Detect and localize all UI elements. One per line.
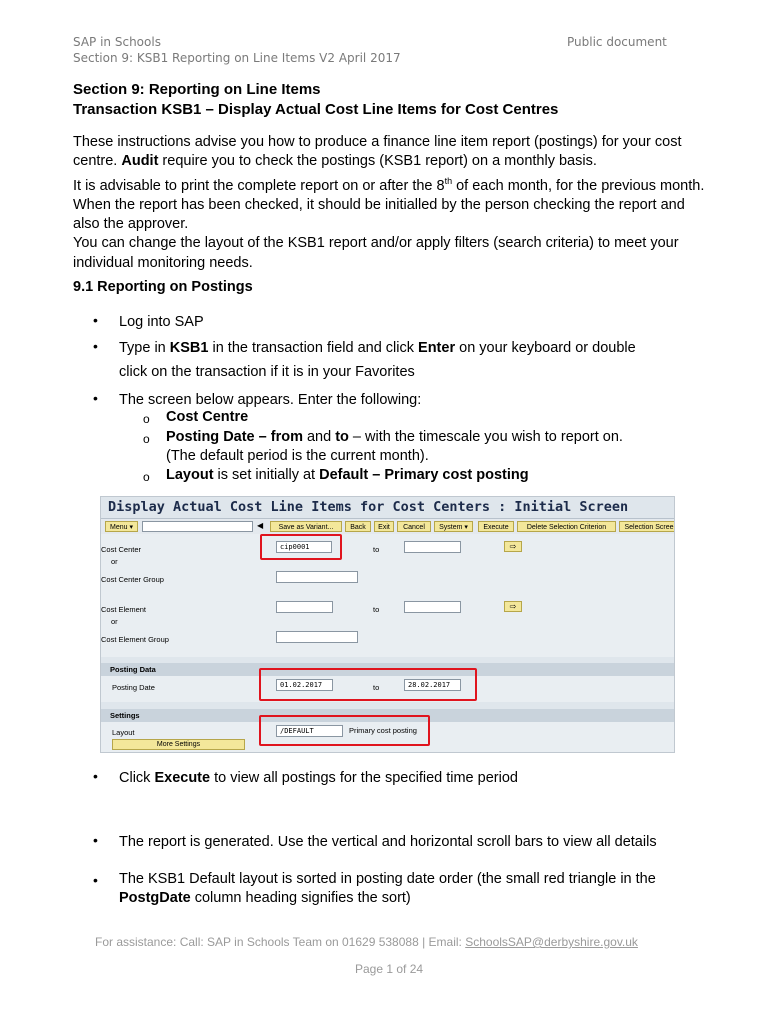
cost-center-to-input[interactable] [404,541,461,553]
delete-selection-criterion-button[interactable]: Delete Selection Criterion [517,521,616,532]
multiple-selection-icon[interactable]: ⇨ [504,601,522,612]
to-label: to [373,545,380,554]
highlight-layout [259,715,430,746]
header-right: Public document [567,35,667,49]
selection-area [101,534,675,657]
to-label: to [373,683,380,692]
subsection-heading: 9.1 Reporting on Postings [73,279,253,295]
multiple-selection-icon[interactable]: ⇨ [504,541,522,552]
header-left-line2: Section 9: KSB1 Reporting on Line Items V2 April 2017 [73,51,401,65]
sub-cost-centre: Cost Centre [166,409,249,425]
bullet-glyph: • [93,872,98,888]
bullet-glyph: • [93,832,98,848]
bullet-screen-appears: The screen below appears. Enter the following: [119,392,422,408]
intro-text: These instructions advise you how to produce a finance line item report (postings) for your cost centre. Audit require you to check the postings (KSB1 report) on a monthly basis. It is advisable to print the complete report on or after the 8th of each month, for the previous month. When the report has been checked, it should be initialled by the person checking the report and also the approver. You can change the layout of the KSB1 report and/or apply filters (search criteria) to meet your individual monitoring needs. [73,134,705,271]
cost-center-from-input[interactable]: cip0001 [276,541,332,553]
settings-heading: Settings [101,709,675,722]
sub-glyph: o [143,470,150,484]
or-label: or [111,617,118,626]
highlight-posting-date [259,668,477,701]
layout-label: Layout [112,728,135,737]
header-left-line1: SAP in Schools [73,35,161,49]
section-subtitle: Transaction KSB1 – Display Actual Cost Line Items for Cost Centres [73,101,559,118]
back-triangle-icon[interactable]: ◀ [257,521,264,530]
more-settings-button[interactable]: More Settings [112,739,245,750]
cost-element-group-label: Cost Element Group [101,635,169,644]
cost-element-to-input[interactable] [404,601,461,613]
bullet-click-execute: Click Execute to view all postings for the specified time period [119,770,518,786]
bullet-glyph: • [93,768,98,784]
highlight-cost-center [260,534,342,560]
cancel-button[interactable]: Cancel [397,521,431,532]
posting-date-label: Posting Date [112,683,155,692]
system-button[interactable]: System ▾ [434,521,473,532]
cost-element-from-input[interactable] [276,601,333,613]
sub-posting-date: Posting Date – from and to – with the timescale you wish to report on. (The default period is the current month). [166,429,623,464]
sub-glyph: o [143,412,150,426]
cost-center-label: Cost Center [101,545,142,554]
save-as-variant-button[interactable]: Save as Variant... [270,521,342,532]
selection-screen-button[interactable]: Selection Scree [619,521,675,532]
bullet-glyph: • [93,390,98,406]
posting-date-from-input[interactable]: 01.02.2017 [276,679,333,691]
cost-center-group-label: Cost Center Group [101,575,164,584]
layout-input[interactable]: /DEFAULT [276,725,343,737]
sap-toolbar [101,518,675,535]
to-label: to [373,605,380,614]
posting-date-to-input[interactable]: 28.02.2017 [404,679,461,691]
layout-description: Primary cost posting [349,726,417,735]
sap-window-title: Display Actual Cost Line Items for Cost Centers : Initial Screen [101,497,675,518]
transaction-input[interactable] [142,521,253,532]
page-number: Page 1 of 24 [355,962,424,976]
cost-element-label: Cost Element [101,605,147,614]
cost-element-group-input[interactable] [276,631,358,643]
sub-layout: Layout is set initially at Default – Primary cost posting [166,467,529,483]
back-button[interactable]: Back [345,521,371,532]
bullet-glyph: • [93,338,98,354]
sap-screenshot [100,496,675,753]
bullet-login: Log into SAP [119,314,204,330]
bullet-type-ksb1: Type in KSB1 in the transaction field and click Enter on your keyboard or double click on the transaction if it is in your Favorites [119,340,636,380]
menu-button[interactable]: Menu ▾ [105,521,138,532]
cost-center-group-input[interactable] [276,571,358,583]
bullet-report-generated: The report is generated. Use the vertical and horizontal scroll bars to view all details [119,834,657,850]
section-title: Section 9: Reporting on Line Items [73,81,321,98]
exit-button[interactable]: Exit [374,521,394,532]
or-label: or [111,557,118,566]
posting-data-heading: Posting Data [101,663,675,676]
footer-assistance: For assistance: Call: SAP in Schools Team on 01629 538088 | Email: SchoolsSAP@derbyshire.gov.uk [95,935,638,949]
sub-glyph: o [143,432,150,446]
bullet-default-layout: The KSB1 Default layout is sorted in posting date order (the small red triangle in the PostgDate column heading signifies the sort) [119,871,656,906]
bullet-glyph: • [93,312,98,328]
footer-email-link[interactable]: SchoolsSAP@derbyshire.gov.uk [465,935,638,949]
execute-button[interactable]: Execute [478,521,514,532]
